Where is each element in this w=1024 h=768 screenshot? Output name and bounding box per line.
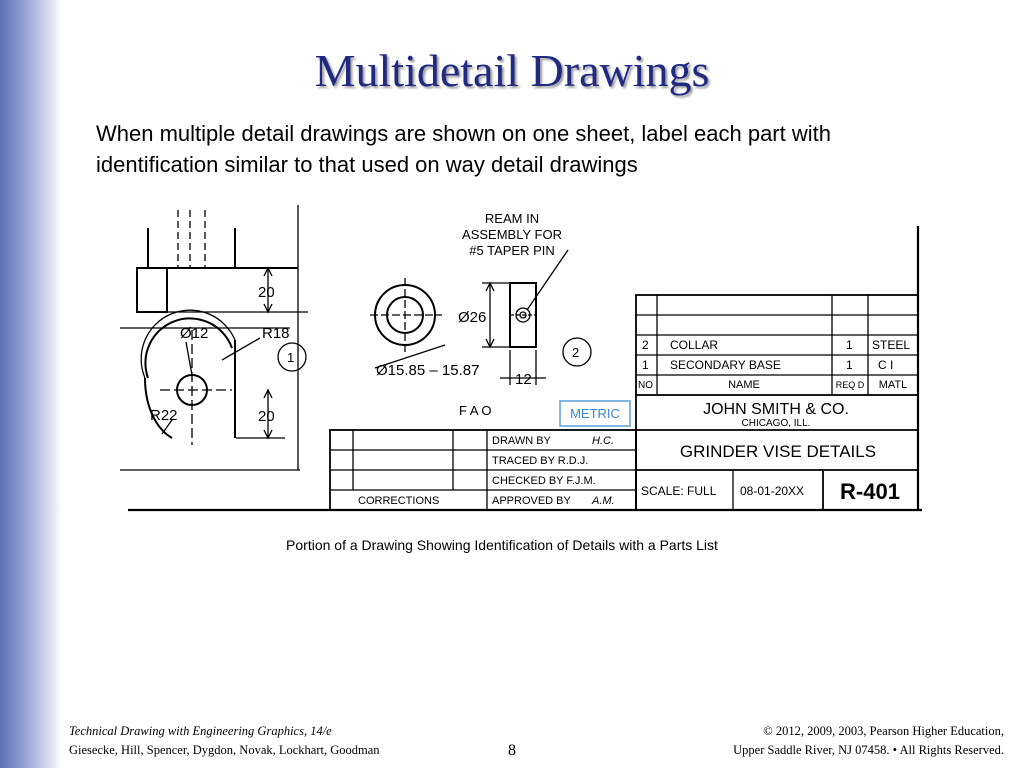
- parts-header-matl: MATL: [878, 379, 908, 391]
- parts-header-req: REQ D: [835, 380, 865, 390]
- footer-address: Upper Saddle River, NJ 07458. • All Rights Reserved.: [733, 743, 1004, 757]
- footer-left: [69, 722, 380, 760]
- dim-dia-tolerance: Ø15.85 – 15.87: [376, 362, 480, 379]
- part-row-1-req: 1: [846, 338, 853, 352]
- part-row-1-no: 2: [642, 338, 649, 352]
- ream-note-line-3: #5 TAPER PIN: [469, 243, 555, 258]
- dim-20-top: 20: [258, 284, 275, 301]
- dim-r22: R22: [150, 407, 178, 424]
- detail-mark-1: 1: [287, 350, 295, 365]
- footer-copyright: © 2012, 2009, 2003, Pearson Higher Education,: [763, 724, 1004, 738]
- body-line-2: identification similar to that used on way detail drawings: [96, 152, 638, 177]
- parts-header-name: NAME: [728, 379, 760, 391]
- footer-right: [733, 722, 1004, 760]
- metric-label: METRIC: [570, 406, 620, 421]
- footer-book-title: Technical Drawing with Engineering Graphics, 14/e: [69, 724, 332, 738]
- company-city: CHICAGO, ILL.: [741, 418, 811, 429]
- drawn-by-label: DRAWN BY: [492, 435, 551, 447]
- detail-mark-2: 2: [572, 345, 580, 360]
- checked-by-label: CHECKED BY F.J.M.: [492, 475, 596, 487]
- approved-by-signature: A.M.: [592, 495, 615, 507]
- dim-r18: R18: [262, 325, 290, 342]
- part-row-2-no: 1: [642, 358, 649, 372]
- part-row-2-req: 1: [846, 358, 853, 372]
- drawing-title: GRINDER VISE DETAILS: [679, 442, 877, 461]
- part-row-2-name: SECONDARY BASE: [670, 358, 781, 372]
- parts-header-no: NO: [638, 380, 653, 391]
- scale-label: SCALE: FULL: [641, 484, 717, 498]
- part-row-1-name: COLLAR: [670, 338, 719, 352]
- corrections-label: CORRECTIONS: [358, 495, 440, 507]
- dim-20-bottom: 20: [258, 408, 275, 425]
- dim-dia12: Ø12: [180, 325, 209, 342]
- part-row-2-matl: C I: [878, 358, 894, 372]
- dim-dia26: Ø26: [458, 309, 487, 326]
- ream-note-line-1: REAM IN: [484, 211, 540, 226]
- drawing-number: R-401: [840, 479, 900, 504]
- traced-by-label: TRACED BY R.D.J.: [492, 455, 589, 467]
- footer-authors: Giesecke, Hill, Spencer, Dygdon, Novak, Lockhart, Goodman: [69, 743, 380, 757]
- company-name: JOHN SMITH & CO.: [703, 401, 849, 418]
- ream-note-line-2: ASSEMBLY FOR: [462, 227, 562, 242]
- slide-title: Multidetail Drawings: [314, 45, 710, 96]
- dim-12: 12: [515, 371, 532, 388]
- figure-caption: Portion of a Drawing Showing Identification of Details with a Parts List: [286, 537, 718, 553]
- drawn-by-signature: H.C.: [592, 435, 614, 447]
- part-row-1-matl: STEEL: [872, 338, 911, 352]
- fao-note: F A O: [459, 403, 492, 418]
- drawing-date: 08-01-20XX: [740, 484, 805, 498]
- body-line-1: When multiple detail drawings are shown on one sheet, label each part with: [96, 121, 831, 146]
- approved-by-label: APPROVED BY: [492, 495, 571, 507]
- page-number: 8: [508, 742, 516, 759]
